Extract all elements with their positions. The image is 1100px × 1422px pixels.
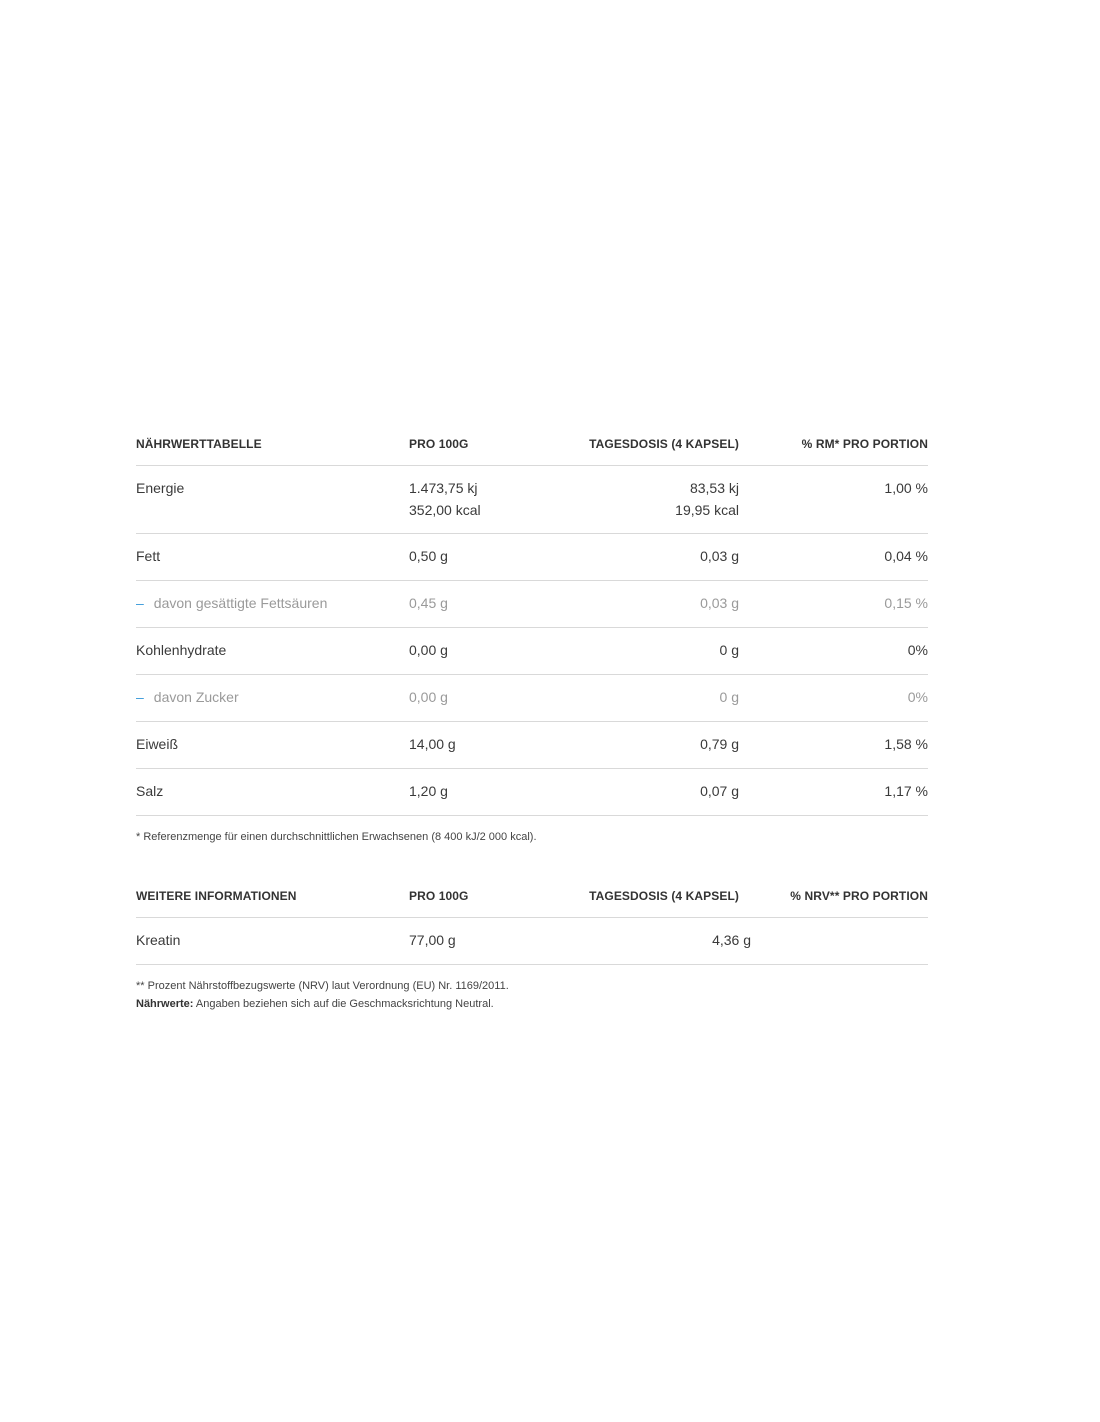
table-row-creatine: [136, 918, 928, 965]
row-per100: 0,00 g: [409, 642, 448, 658]
row-label: davon gesättigte Fettsäuren: [153, 595, 328, 611]
header-nutrition-table: NÄHRWERTTABELLE: [136, 437, 262, 451]
table-row-saturated-fat: [136, 581, 928, 628]
row-label: Fett: [136, 548, 161, 564]
row-percent: 1,17 %: [884, 783, 928, 799]
table-row-sugar: [136, 675, 928, 722]
row-daily: [675, 477, 739, 521]
row-label-group: [136, 686, 239, 708]
energy-per100-kj: 1.473,75 kj: [409, 480, 478, 496]
table-row-carbohydrates: [136, 628, 928, 675]
table-row-energy: [136, 466, 928, 534]
footnotes: [136, 977, 928, 1013]
row-per100: 77,00 g: [409, 932, 456, 948]
row-daily: 0,03 g: [700, 548, 739, 564]
header-additional-info: WEITERE INFORMATIONEN: [136, 889, 297, 903]
row-daily: 0,07 g: [700, 783, 739, 799]
header-daily-dose: TAGESDOSIS (4 KAPSEL): [589, 437, 739, 451]
energy-daily-kcal: 19,95 kcal: [675, 502, 739, 518]
header-daily-dose: TAGESDOSIS (4 KAPSEL): [589, 889, 739, 903]
row-percent: 0,04 %: [884, 548, 928, 564]
dash-icon: –: [136, 689, 144, 705]
row-label: Eiweiß: [136, 736, 179, 752]
row-per100: 0,45 g: [409, 595, 448, 611]
row-percent: 0%: [907, 642, 928, 658]
row-label: Kreatin: [136, 932, 181, 948]
dash-icon: –: [136, 595, 144, 611]
nutrition-section: [136, 425, 928, 1013]
table-header-row: [136, 425, 928, 466]
row-percent: 1,58 %: [884, 736, 928, 752]
row-per100: 1,20 g: [409, 783, 448, 799]
row-daily: 0,79 g: [700, 736, 739, 752]
row-label: davon Zucker: [153, 689, 239, 705]
row-label: Kohlenhydrate: [136, 642, 227, 658]
table-row-salt: [136, 769, 928, 816]
additional-info-table: [136, 877, 928, 965]
row-per100: [409, 477, 481, 521]
nutrients-note: [136, 995, 928, 1013]
row-percent: 0,15 %: [884, 595, 928, 611]
nrv-footnote: ** Prozent Nährstoffbezugswerte (NRV) laut Verordnung (EU) Nr. 1169/2011.: [136, 980, 509, 992]
row-daily: 0 g: [719, 642, 739, 658]
row-per100: 0,00 g: [409, 689, 448, 705]
row-percent: 1,00 %: [884, 480, 928, 496]
table-row-fat: [136, 534, 928, 581]
energy-per100-kcal: 352,00 kcal: [409, 502, 481, 518]
header-per-100g: PRO 100G: [409, 437, 469, 451]
table-row-protein: [136, 722, 928, 769]
row-label: Salz: [136, 783, 164, 799]
row-percent: 0%: [907, 689, 928, 705]
row-daily: 0,03 g: [700, 595, 739, 611]
table-header-row: [136, 877, 928, 918]
nutrition-table: [136, 425, 928, 816]
row-daily: 0 g: [719, 689, 739, 705]
nutrients-note-label: Nährwerte:: [136, 998, 194, 1010]
row-daily: 4,36 g: [712, 932, 751, 948]
row-label: Energie: [136, 480, 185, 496]
header-percent-rm: % RM* PRO PORTION: [801, 437, 928, 451]
header-percent-nrv: % NRV** PRO PORTION: [790, 889, 928, 903]
row-label-group: [136, 592, 327, 614]
nutrients-note-text: Angaben beziehen sich auf die Geschmacksrichtung Neutral.: [193, 998, 494, 1010]
header-per-100g: PRO 100G: [409, 889, 469, 903]
energy-daily-kj: 83,53 kj: [689, 480, 739, 496]
row-per100: 14,00 g: [409, 736, 456, 752]
row-per100: 0,50 g: [409, 548, 448, 564]
reference-footnote: * Referenzmenge für einen durchschnittlichen Erwachsenen (8 400 kJ/2 000 kcal).: [136, 831, 537, 843]
